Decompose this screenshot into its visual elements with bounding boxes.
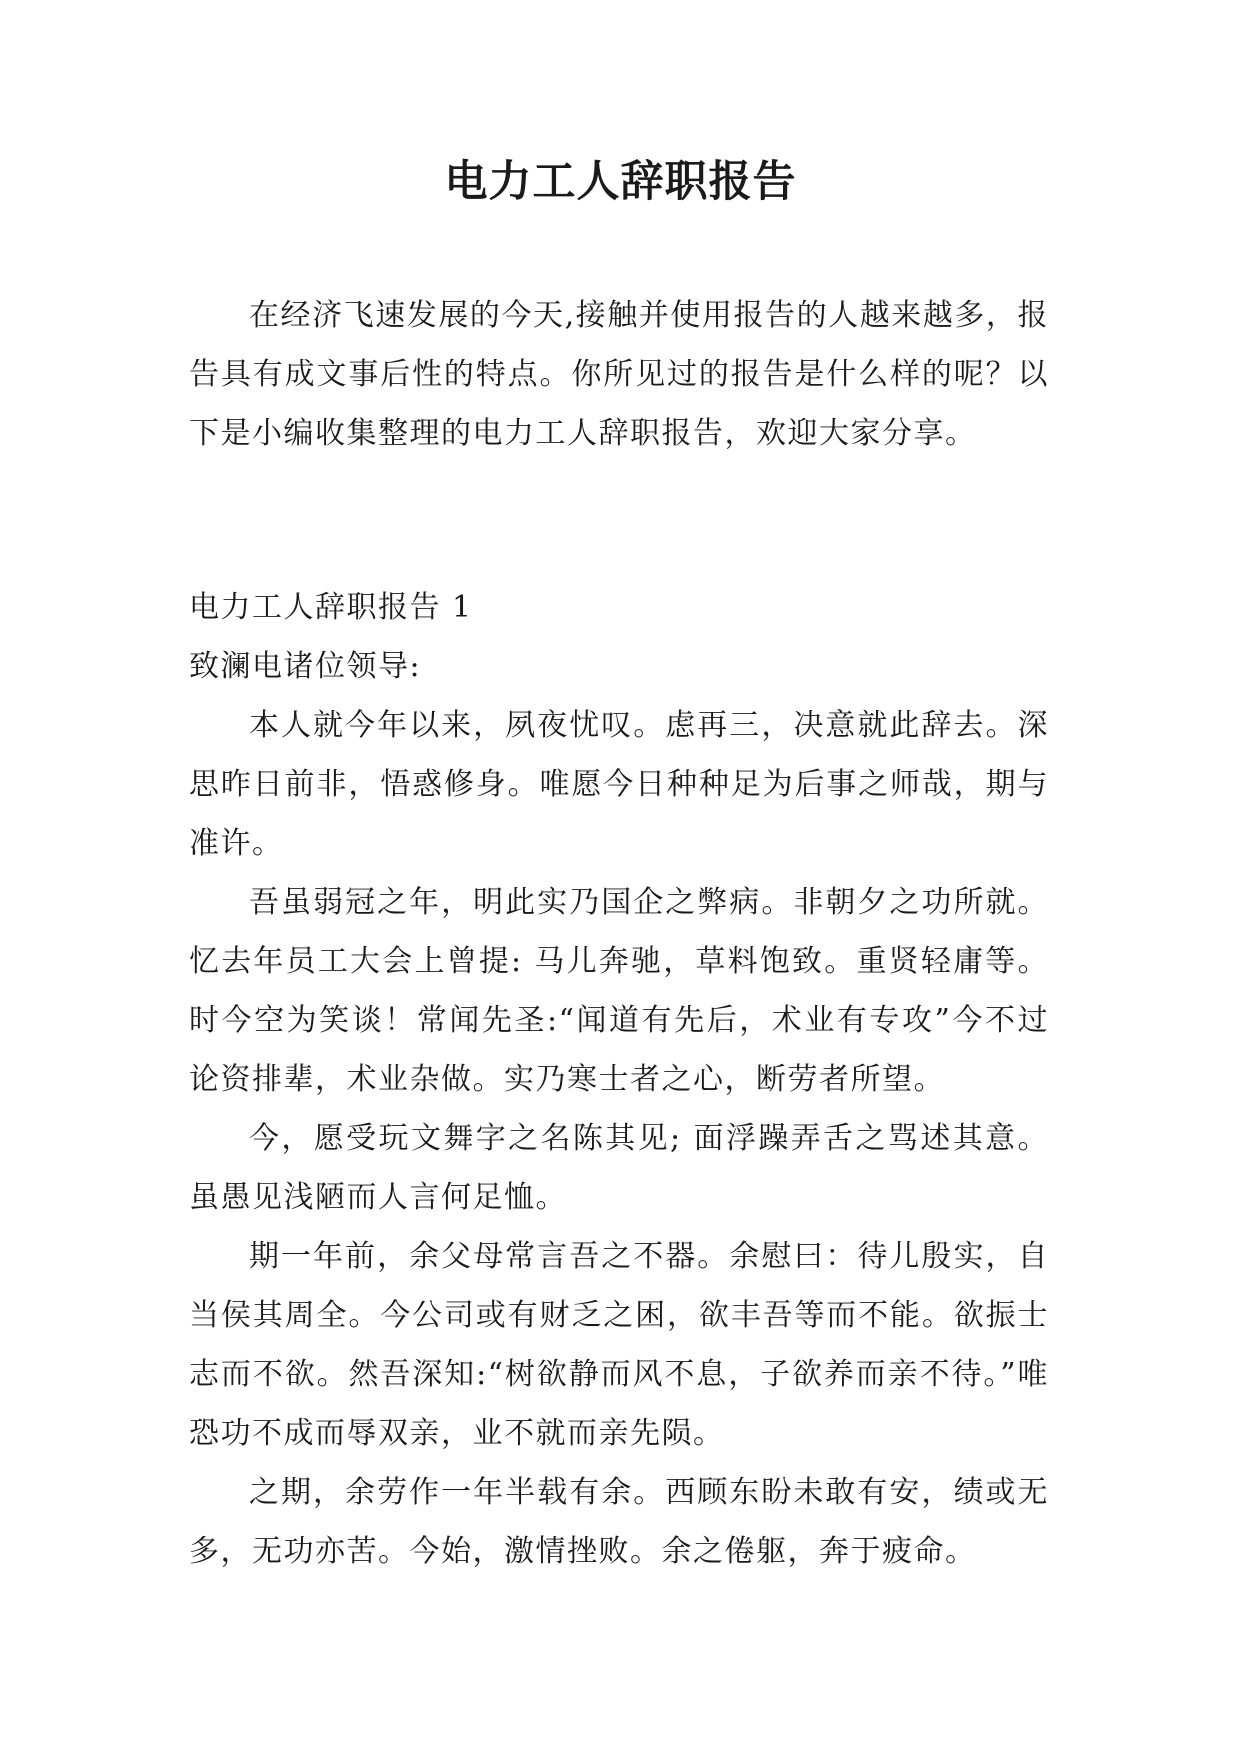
salutation: 致澜电诸位领导: — [189, 649, 422, 684]
document-title: 电力工人辞职报告 — [444, 157, 797, 207]
body-paragraph-1: 本人就今年以来，夙夜忧叹。虑再三，决意就此辞去。深思昨日前非，悟惑修身。唯愿今日种种足为后事之师哉，期与准许。 — [189, 708, 1049, 861]
body-paragraph-4: 期一年前，余父母常言吾之不器。余慰曰：待儿殷实，自当侯其周全。今公司或有财乏之困，欲丰吾等而不能。欲振士志而不欲。然吾深知:“树欲静而风不息，子欲养而亲不待。”唯恐功不成而辱双亲，业不就而亲先陨。 — [189, 1239, 1049, 1451]
body-paragraph-3: 今，愿受玩文舞字之名陈其见; 面浮躁弄舌之骂述其意。虽愚见浅陋而人言何足恤。 — [189, 1121, 1049, 1215]
report-section — [189, 578, 1049, 1581]
body-paragraph-5: 之期，余劳作一年半载有余。西顾东盼未敢有安，绩或无多，无功亦苦。今始，激情挫败。余之倦躯，奔于疲命。 — [189, 1475, 1049, 1569]
section-heading: 电力工人辞职报告 1 — [189, 590, 473, 625]
intro-block — [189, 286, 1049, 463]
intro-paragraph: 在经济飞速发展的今天,接触并使用报告的人越来越多，报告具有成文事后性的特点。你所见过的报告是什么样的呢？以下是小编收集整理的电力工人辞职报告，欢迎大家分享。 — [189, 298, 1049, 451]
body-paragraph-2: 吾虽弱冠之年，明此实乃国企之弊病。非朝夕之功所就。忆去年员工大会上曾提: 马儿奔驰，草料饱致。重贤轻庸等。时今空为笑谈！常闻先圣:“闻道有先后，术业有专攻”今不过论资排辈，术业杂做。实乃寒士者之心，断劳者所望。 — [189, 885, 1049, 1097]
